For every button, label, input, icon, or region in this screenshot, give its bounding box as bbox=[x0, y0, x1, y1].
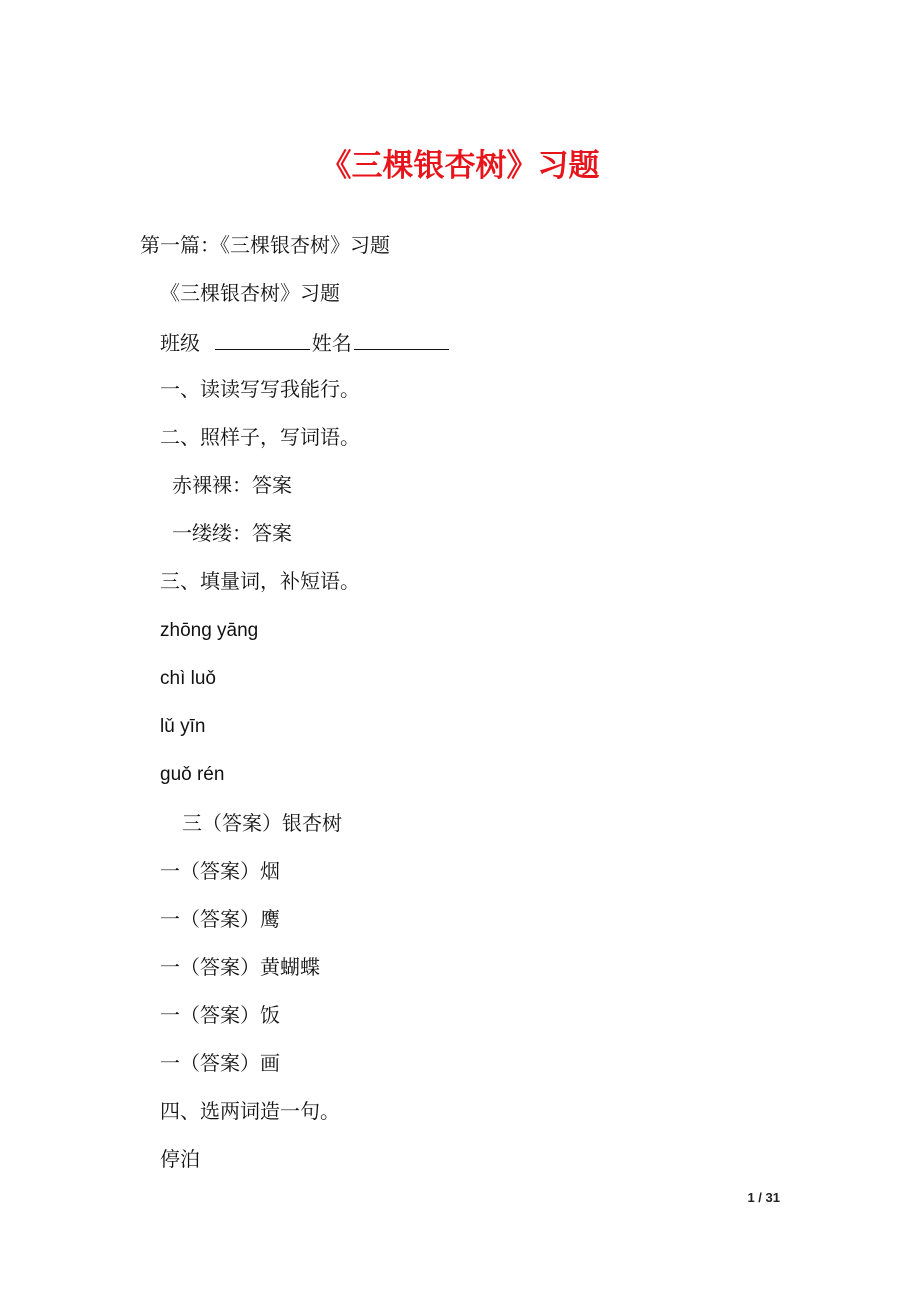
section-heading: 第一篇：《三棵银杏树》习题 bbox=[140, 233, 390, 257]
question-4: 四、选两词造一句。 bbox=[160, 1099, 340, 1123]
pinyin-item: chì luǒ bbox=[160, 668, 216, 689]
pinyin-item: zhōng yāng bbox=[160, 620, 259, 641]
pinyin-item: lǔ yīn bbox=[160, 716, 206, 737]
page-number: 1 / 31 bbox=[747, 1190, 780, 1205]
word-item: 停泊 bbox=[160, 1147, 200, 1171]
name-label: 姓名 bbox=[311, 331, 352, 355]
question-3: 三、填量词，补短语。 bbox=[160, 569, 360, 593]
answer-item: 一（答案）黄蝴蝶 bbox=[160, 955, 320, 979]
class-label: 班级 bbox=[160, 331, 200, 355]
answer-item: 一（答案）鹰 bbox=[160, 907, 280, 931]
answer-item: 一（答案）饭 bbox=[160, 1003, 280, 1027]
answer-item: 一（答案）画 bbox=[160, 1051, 280, 1075]
document-subtitle: 《三棵银杏树》习题 bbox=[160, 281, 340, 305]
answer-item: 三（答案）银杏树 bbox=[182, 811, 342, 835]
question-2-example-2: 一缕缕：答案 bbox=[172, 521, 292, 545]
pinyin-item: guǒ rén bbox=[160, 764, 225, 785]
class-name-row bbox=[160, 327, 451, 357]
answer-item: 一（答案）烟 bbox=[160, 859, 280, 883]
document-title: 《三棵银杏树》习题 bbox=[320, 148, 600, 184]
question-1: 一、读读写写我能行。 bbox=[160, 377, 360, 401]
question-2-example-1: 赤裸裸：答案 bbox=[172, 473, 292, 497]
name-blank[interactable] bbox=[354, 327, 449, 350]
question-2: 二、照样子，写词语。 bbox=[160, 425, 360, 449]
class-blank[interactable] bbox=[215, 327, 310, 350]
